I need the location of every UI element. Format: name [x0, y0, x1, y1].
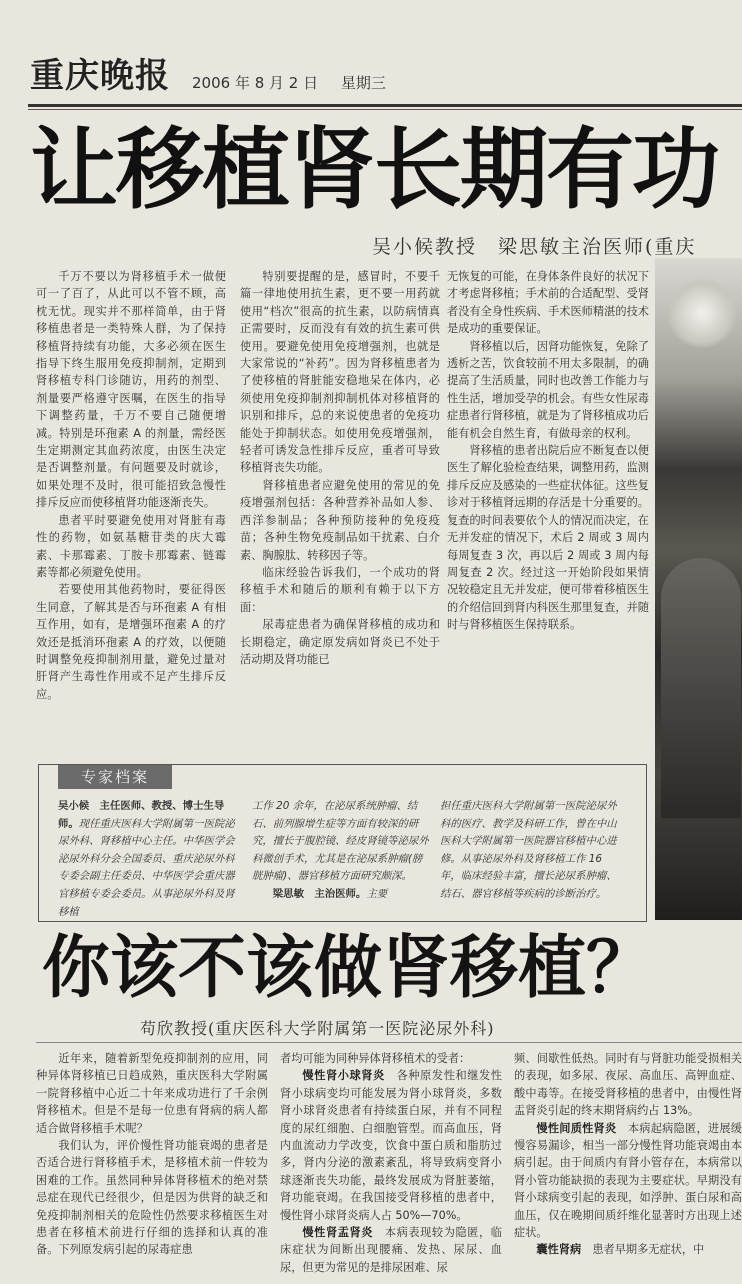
paragraph: 我们认为，评价慢性肾功能衰竭的患者是否适合进行肾移植手术，是移植术前一件较为困难的工作。虽然同种异体肾移植术的绝对禁忌症在现代已经很少，但是因为供肾的缺乏和免疫抑制剂相关的危险性仍然要求移植医生对患者在移植术前进行仔细的选择和认真的准备。下列原发病引起的尿毒症患 [36, 1139, 268, 1257]
article1-byline: 吴小候教授 梁思敏主治医师(重庆 [372, 236, 697, 258]
paragraph: 慢性肾盂肾炎 本病表现较为隐匿，临床症状为间断出现腰痛、发热、尿尿、血尿，但更为常见的是排尿困难、尿 [280, 1226, 502, 1274]
article1-column-2 [240, 268, 440, 768]
article1-headline: 让移植肾长期有功 [30, 118, 719, 221]
article2-column-1 [36, 1050, 268, 1284]
article1-column-3 [447, 268, 649, 732]
surgery-photo [655, 258, 742, 920]
subheading: 囊性肾病 [536, 1243, 582, 1257]
paragraph: 频、间歇性低热。同时有与肾脏功能受损相关的表现，如多尿、夜尿、高血压、高钾血症、酸中毒等。在接受肾移植的患者中，由慢性肾盂肾炎引起的终末期肾病约占 13%。 [514, 1052, 742, 1118]
expert-profile-column-3 [440, 798, 620, 916]
newspaper-masthead: 重庆晚报 [30, 56, 170, 96]
expert-bio-text: 工作 20 余年，在泌尿系统肿瘤、结石、前列腺增生症等方面有较深的研究，擅长于腹腔镜、经皮肾镜等泌尿外科微创手术，尤其是在泌尿系肿瘤(膀胱肿瘤)、器官移植方面研究颇深。 [252, 800, 429, 883]
dateline [192, 72, 404, 93]
expert-bio-text: 主要 [366, 887, 388, 900]
issue-date: 2006 年 8 月 2 日 [192, 74, 319, 92]
paragraph: 临床经验告诉我们，一个成功的肾移植手术和随后的顺利有赖于以下方面： [240, 565, 440, 614]
subheading: 慢性肾盂肾炎 [302, 1226, 374, 1240]
article1-column-1 [36, 268, 226, 768]
expert-name-liang: 梁思敏 主治医师。 [272, 887, 367, 900]
subheading: 慢性肾小球肾炎 [302, 1069, 385, 1083]
issue-weekday: 星期三 [340, 74, 386, 92]
article2-column-2 [280, 1050, 502, 1284]
header-rule-thin [28, 109, 742, 110]
paragraph: 若要使用其他药物时，要征得医生同意，了解其是否与环孢素 A 有相互作用，如有，是增强环孢素 A 的疗效还是抵消环孢素 A 的疗效，以便随时调整免疫抑制剂用量，避免过量对肝肾产生毒性作用或不足产生排斥反应。 [36, 583, 226, 701]
paragraph: 患者平时要避免使用对肾脏有毒性的药物，如氨基糖苷类的庆大霉素、卡那霉素、丁胺卡那霉素、链霉素等都必须避免使用。 [36, 513, 226, 579]
expert-profile-column-1 [58, 798, 240, 916]
expert-bio-text: 现任重庆医科大学附属第一医院泌尿外科、肾移植中心主任。中华医学会泌尿外科分会全国委员、重庆泌尿外科专委会副主任委员、中华医学会重庆器官移植专委会委员。从事泌尿外科及肾移植 [58, 817, 235, 916]
paragraph: 慢性肾小球肾炎 各种原发性和继发性肾小球病变均可能发展为肾小球肾炎，多数肾小球肾炎患者有持续蛋白尿，并有不同程度的尿红细胞、白细胞管型。而高血压，肾内血流动力学改变，饮食中蛋白质和脂肪过多，肾内分泌的激素紊乱，将导致病变肾小球逐渐丧失功能，最终发展成为肾脏萎缩，肾功能衰竭。在我国接受肾移植的患者中，慢性肾小球肾炎病人占 50%—70%。 [280, 1069, 502, 1222]
article2-rule [36, 1042, 742, 1043]
paragraph: 囊性肾病 患者早期多无症状，中 [536, 1243, 705, 1257]
paragraph: 尿毒症患者为确保肾移植的成功和长期稳定，确定原发病如肾炎已不处于活动期及肾功能已 [240, 618, 440, 666]
paragraph: 慢性间质性肾炎 本病起病隐匿，进展缓慢容易漏诊，相当一部分慢性肾功能衰竭由本病引起。由于间质内有肾小管存在，本病常以肾小管功能缺损的表现为主要症状。早期没有肾小球病变引起的表现，如浮肿、蛋白尿和高血压，仅在晚期间质纤维化显著时方出现上述症状。 [514, 1121, 742, 1240]
paragraph: 肾移植患者应避免使用的常见的免疫增强剂包括：各种营养补品如人参、西洋参制品；各种预防接种的免疫疫苗；各种生物免疫制品如干扰素、白介素、胸腺肽、转移因子等。 [240, 478, 440, 562]
paragraph: 肾移植以后，因肾功能恢复，免除了透析之苦，饮食较前不用太多限制，的确提高了生活质量，同时也改善工作能力与性生活，增加受孕的机会。有些女性尿毒症患者行肾移植，就是为了肾移植成功后能有机会自然生育，有做母亲的权利。 [447, 339, 649, 440]
expert-profile-column-2 [252, 798, 430, 916]
expert-profile-title: 专家档案 [58, 765, 172, 789]
paragraph: 肾移植的患者出院后应不断复查以便医生了解化验检查结果，调整用药，监测排斥反应及感染的一些症状体征。这些复诊对于移植肾远期的存活是十分重要的。复查的时间表要依个人的情况而决定，在无并发症的情况下，术后 2 周或 3 周内每周复查 3 次，再以后 2 周或 3 周内每周复查 2 次。经过这一开始阶段如果情况较稳定且无并发症，便可带着移植医生的介绍信回到肾内科医生那里复查，并随时与肾移植医生保持联系。 [447, 444, 649, 632]
paragraph: 者均可能为同种异体肾移植术的受者： [280, 1052, 471, 1065]
expert-name-wu: 吴小候 主任医师、教授、博士生导师。 [58, 800, 225, 830]
surgeon-figure [661, 558, 741, 818]
paragraph: 千万不要以为肾移植手术一做便可一了百了，从此可以不管不顾，高枕无忧。现实并不那样简单，由于肾移植患者是一类特殊人群，为了保持移植肾持续有功能，大多必须在医生指导下终生服用免疫抑制剂，定期到肾移植专科门诊随访，用药的剂型、剂量要严格遵守医嘱，在医生的指导下调整药量，千万不要自己随便增减。特别是环孢素 A 的剂量，需经医生定期测定其血药浓度，由医生决定是否调整剂量。有问题要及时就诊，如果处理不及时，很可能招致急慢性排斥反应而使移植肾功能逐渐丧失。 [36, 270, 226, 510]
expert-bio-text: 担任重庆医科大学附属第一医院泌尿外科的医疗、教学及科研工作，曾在中山医科大学附属第一医院器官移植中心进修。从事泌尿外科及肾移植工作 16 年，临床经验丰富，擅长泌尿系肿瘤、结石、器官移植等疾病的诊断治疗。 [440, 800, 617, 900]
paragraph: 特别要提醒的是，感冒时，不要千篇一律地使用抗生素，更不要一用药就使用“档次”很高的抗生素，以防病情真正需要时，反而没有有效的抗生素可供使用。要避免使用免疫增强剂，也就是大家常说的“补药”。因为肾移植患者为了使移植的肾脏能安稳地呆在体内，必须使用免疫抑制剂抑制机体对移植肾的识别和排斥，总的来说使患者的免疫功能处于抑制状态。如使用免疫增强剂，轻者可诱发急性排斥反应，重者可导致移植肾丧失功能。 [240, 270, 440, 475]
paragraph: 近年来，随着新型免疫抑制剂的应用，同种异体肾移植已日趋成熟，重庆医科大学附属一院肾移植中心近二十年来成功进行了千余例肾移植术。但是不是每一位患有肾病的病人都适合做肾移植手术呢？ [36, 1052, 268, 1135]
subheading: 慢性间质性肾炎 [536, 1121, 617, 1135]
article2-column-3 [514, 1050, 742, 1284]
article2-byline: 苟欣教授(重庆医科大学附属第一医院泌尿外科) [140, 1019, 495, 1038]
operating-lamp [667, 278, 737, 348]
article2-headline: 你该不该做肾移植？ [42, 929, 655, 1008]
header-rule [28, 104, 742, 107]
paragraph: 无恢复的可能，在身体条件良好的状况下才考虑肾移植；手术前的合适配型、受肾者没有全身性疾病、手术医师精湛的技术是成功的重要保证。 [447, 270, 649, 336]
